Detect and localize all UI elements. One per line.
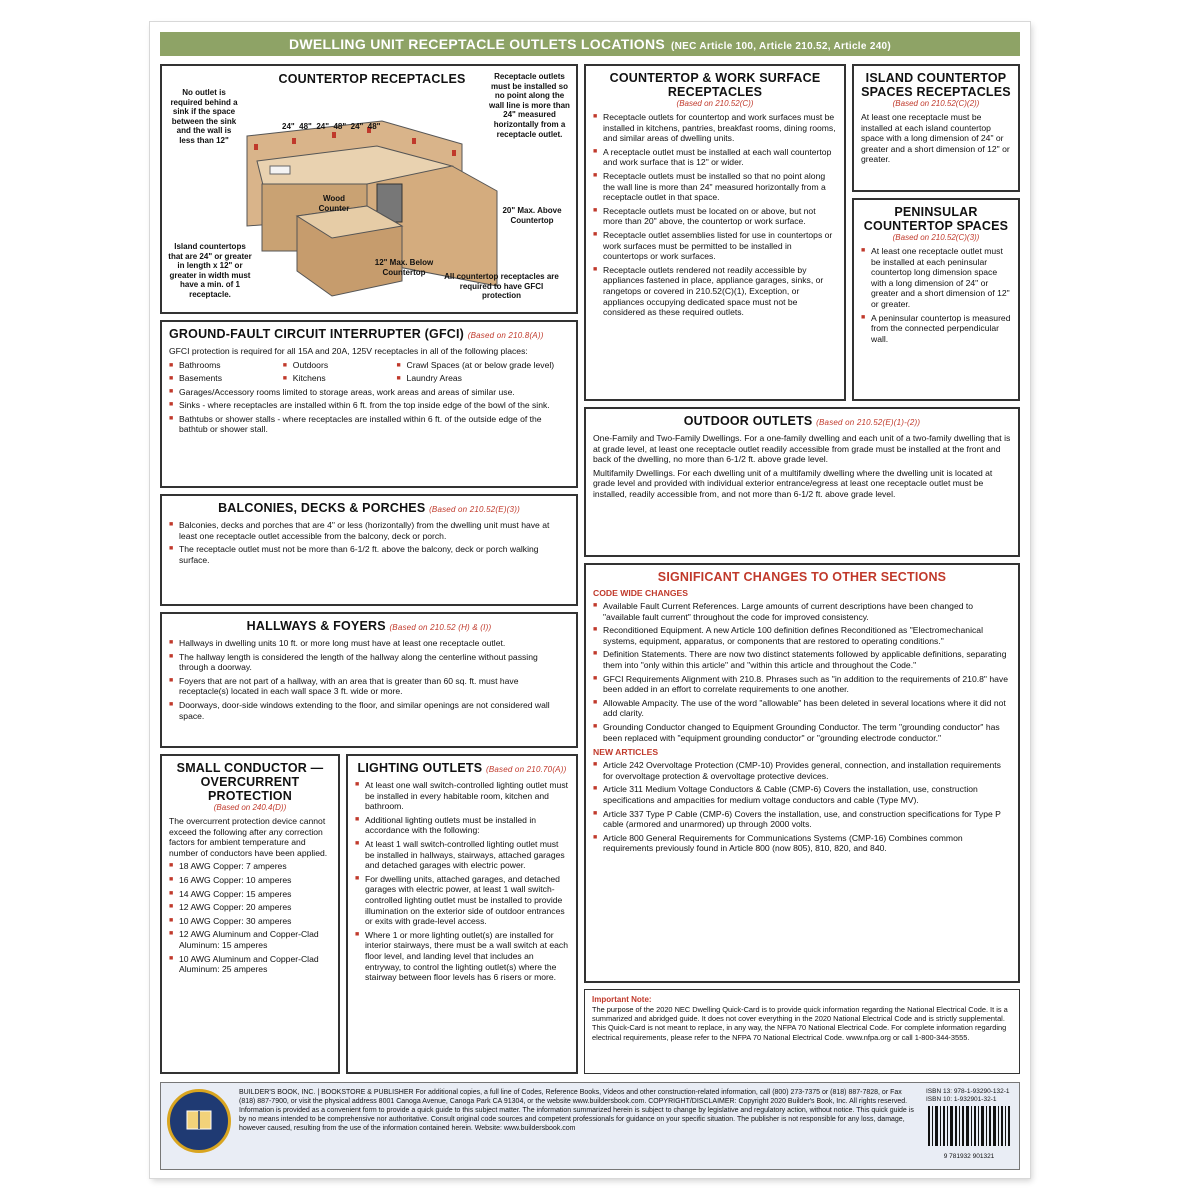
hallways-panel <box>160 612 578 748</box>
gfci-list <box>169 387 569 435</box>
list-item: ■ Allowable Ampacity. The use of the word "allowable" has been deleted in several locations where it did not add clarity. <box>593 698 1011 719</box>
isbn-13: ISBN 13: 978-1-93290-132-1 <box>926 1088 1010 1095</box>
list-item: ■ Hallways in dwelling units 10 ft. or more long must have at least one receptacle outlet. <box>169 638 569 649</box>
outdoor-title: OUTDOOR OUTLETS <box>683 414 813 428</box>
countertop-title: COUNTERTOP RECEPTACLES <box>278 72 466 86</box>
list-item: ■ Foyers that are not part of a hallway, with an area that is greater than 60 sq. ft. must have receptacle(s) located in each wall space 3 ft. wide or more. <box>169 676 569 697</box>
list-item: ■ Garages/Accessory rooms limited to storage areas, work areas and areas of similar use. <box>169 387 569 398</box>
peninsular-title: PENINSULAR COUNTERTOP SPACES <box>863 205 1009 233</box>
list-item: ■ 12 AWG Copper: 20 amperes <box>169 902 331 913</box>
list-item: ■ Receptacle outlets rendered not readily accessible by appliances fastened in place, appliance garages, sinks, or rangetops or covered in 210.52(C)(1), Exception, or appliances occupying dedicated space must not be considered as these required outlets. <box>593 265 837 318</box>
work-surface-panel <box>584 64 846 401</box>
list-item: ■ For dwelling units, attached garages, and detached garages with electric power, at least 1 wall switch-controlled lighting outlet must be installed to provide illumination on the exterior side of outdoor entrances or exits with grade-level access. <box>355 874 569 927</box>
list-item: ■ Balconies, decks and porches that are 4" or less (horizontally) from the dwelling unit must have at least one receptacle outlet accessible from the balcony, deck or porch. <box>169 520 569 541</box>
list-item: ■ Doorways, door-side windows extending to the floor, and similar openings are not considered wall space. <box>169 700 569 721</box>
list-item: ■ 12 AWG Aluminum and Copper-Clad Aluminum: 15 amperes <box>169 929 331 950</box>
island-panel <box>852 64 1020 192</box>
balconies-panel <box>160 494 578 606</box>
page-title: DWELLING UNIT RECEPTACLE OUTLETS LOCATIONS <box>288 36 666 52</box>
list-item: ■ 16 AWG Copper: 10 amperes <box>169 875 331 886</box>
list-item: ■ Article 337 Type P Cable (CMP-6) Covers the installation, use, and construction specifications for Type P cable (armored and unarmored) up through 2000 volts. <box>593 809 1011 830</box>
peninsular-ref: (Based on 210.52(C)(3)) <box>892 233 980 242</box>
list-item: ■ GFCI Requirements Alignment with 210.8. Phrases such as "in addition to the requirements of 210.8" have been added in an effort to correlate requirements to one another. <box>593 674 1011 695</box>
important-note-panel <box>584 989 1020 1074</box>
list-item: ■ Sinks - where receptacles are installed within 6 ft. from the top inside edge of the bowl of the sink. <box>169 400 569 411</box>
small-conductor-title: SMALL CONDUCTOR — OVERCURRENT PROTECTION <box>176 761 324 803</box>
publisher-logo <box>167 1089 231 1153</box>
island-note: Island countertops that are 24" or greater in length x 12" or greater in width must have a min. of 1 receptacle. <box>168 242 252 299</box>
footer <box>160 1082 1020 1170</box>
gfci-ref: (Based on 210.8(A)) <box>467 331 544 340</box>
list-item: ■ Receptacle outlets must be located on or above, but not more than 20" above, the countertop or work surface. <box>593 206 837 227</box>
outdoor-one-family: One-Family and Two-Family Dwellings. For a one-family dwelling and each unit of a two-family dwelling that is at grade level, at least one receptacle outlet readily accessible from grade must be installed at the front and back of the dwelling, no more than 6-1/2 ft. above grade level. <box>593 433 1011 465</box>
list-item: ■ Article 800 General Requirements for Communications Systems (CMP-16) Combines common requirements previously found in Article 800 (now 805), 810, 820, and 840. <box>593 833 1011 854</box>
list-item: ■ Article 242 Overvoltage Protection (CMP-10) Provides general, connection, and installation requirements for overvoltage protection & overvoltage protective devices. <box>593 760 1011 781</box>
list-item: ■ Receptacle outlets must be installed so that no point along the wall line is more than 24" measured horizontally from a receptacle outlet in that space. <box>593 171 837 203</box>
list-item: ■ 14 AWG Copper: 15 amperes <box>169 889 331 900</box>
outdoor-panel <box>584 407 1020 557</box>
receptacle-marker <box>452 150 456 156</box>
hallways-list <box>169 638 569 721</box>
new-articles-heading: NEW ARTICLES <box>593 747 659 758</box>
list-item: ■ Receptacle outlet assemblies listed for use in countertops or work surfaces must be permitted to be installed in countertops or work surfaces. <box>593 230 837 262</box>
list-item: ■ The hallway length is considered the length of the hallway along the centerline without passing through a doorway. <box>169 652 569 673</box>
gfci-panel <box>160 320 578 488</box>
barcode <box>926 1088 1012 1164</box>
list-item: ■ Laundry Areas <box>397 373 569 384</box>
receptacle-marker <box>412 138 416 144</box>
list-item: ■ Kitchens <box>283 373 391 384</box>
outdoor-ref: (Based on 210.52(E)(1)-(2)) <box>816 418 921 427</box>
countertop-receptacles-panel <box>160 64 578 314</box>
lighting-ref: (Based on 210.70(A)) <box>485 765 567 774</box>
code-wide-heading: CODE WIDE CHANGES <box>593 588 689 598</box>
important-note-text: The purpose of the 2020 NEC Dwelling Quick-Card is to provide quick information regarding the National Electrical Code. It is a summarized and abridged guide. It does not cover everything in the 2020 National Electrical Code and is strictly supplemental. This Quick-Card is not meant to replace, in any way, the NFPA 70 National Electrical Code. For complete information regarding electrical requirements, please refer to the NFPA 70 National Electrical Code. www.nfpa.org or call 1-800-344-3555. <box>592 1005 1008 1042</box>
receptacle-marker <box>292 138 296 144</box>
gfci-note: All countertop receptacles are required to have GFCI protection <box>444 272 559 301</box>
balconies-title: BALCONIES, DECKS & PORCHES <box>218 501 426 515</box>
changes-title: SIGNIFICANT CHANGES TO OTHER SECTIONS <box>657 570 947 584</box>
peninsular-panel <box>852 198 1020 401</box>
list-item: ■ A peninsular countertop is measured from the connected perpendicular wall. <box>861 313 1011 345</box>
list-item: ■ Article 311 Medium Voltage Conductors & Cable (CMP-6) Covers the installation, use, construction specifications and ampacities for medium voltage conductors and cable (Type MV). <box>593 784 1011 805</box>
isbn-10: ISBN 10: 1-932901-32-1 <box>926 1096 997 1103</box>
list-item: ■ Crawl Spaces (at or below grade level) <box>397 360 569 371</box>
sink <box>270 166 290 174</box>
list-item: ■ At least one receptacle outlet must be installed at each peninsular countertop long dimension space with a long dimension of 24" or greater and a short dimension of 12" or greater. <box>861 246 1011 310</box>
gfci-places <box>169 360 569 384</box>
max-below-note: 12" Max. Below Countertop <box>374 258 434 277</box>
island-text: At least one receptacle must be installed at each island countertop space with a long dimension of 24" or greater and a short dimension of 12" or greater. <box>861 112 1010 165</box>
small-conductor-list <box>169 861 331 974</box>
receptacle-marker <box>332 132 336 138</box>
island-title: ISLAND COUNTERTOP SPACES RECEPTACLES <box>861 71 1011 99</box>
lighting-title: LIGHTING OUTLETS <box>357 761 483 775</box>
sink-note: No outlet is required behind a sink if the space between the sink and the wall is less than 12" <box>170 88 238 145</box>
list-item: ■ A receptacle outlet must be installed at each wall countertop and work surface that is 12" or wider. <box>593 147 837 168</box>
significant-changes-panel <box>584 563 1020 983</box>
spacing-note: Receptacle outlets must be installed so no point along the wall line is more than 24" measured horizontally from a receptacle outlet. <box>489 72 570 139</box>
book-icon <box>170 1092 228 1150</box>
list-item: ■ Bathtubs or shower stalls - where receptacles are installed within 6 ft. of the outside edge of the bathtub or shower stall. <box>169 414 569 435</box>
small-conductor-ref: (Based on 240.4(D)) <box>213 803 287 812</box>
dimension-labels: 24" 48" 24" 48" 24" 48" <box>282 122 381 131</box>
balconies-ref: (Based on 210.52(E)(3)) <box>429 505 520 514</box>
small-conductor-intro: The overcurrent protection device cannot exceed the following after any correction factors for ambient temperature and number of conductors have been applied. <box>169 816 328 858</box>
work-surface-list <box>593 112 837 318</box>
balconies-list <box>169 520 569 565</box>
list-item: ■ Bathrooms <box>169 360 277 371</box>
hallways-title: HALLWAYS & FOYERS <box>246 619 386 633</box>
list-item: ■ At least one wall switch-controlled lighting outlet must be installed in every habitable room, kitchen and bathroom. <box>355 780 569 812</box>
work-surface-ref: (Based on 210.52(C)) <box>676 99 754 108</box>
list-item: ■ Where 1 or more lighting outlet(s) are installed for interior stairways, there must be a wall switch at each floor level, and landing level that includes an entryway, to control the lighting outlet(s) where the stairway between floor levels has 6 risers or more. <box>355 930 569 983</box>
important-note-title: Important Note: <box>592 995 652 1004</box>
list-item: ■ Basements <box>169 373 277 384</box>
small-conductor-panel <box>160 754 340 1074</box>
barcode-bars <box>926 1104 1012 1148</box>
list-item: ■ Receptacle outlets for countertop and work surfaces must be installed in kitchens, pantries, breakfast rooms, dining rooms, and similar areas of dwelling units. <box>593 112 837 144</box>
list-item: ■ 10 AWG Copper: 30 amperes <box>169 916 331 927</box>
list-item: ■ At least 1 wall switch-controlled lighting outlet must be installed in hallways, stairways, attached garages and detached garages with electric power. <box>355 839 569 871</box>
barcode-digits: 9 781932 901321 <box>943 1153 995 1160</box>
list-item: ■ Additional lighting outlets must be installed in accordance with the following: <box>355 815 569 836</box>
list-item: ■ 18 AWG Copper: 7 amperes <box>169 861 331 872</box>
quick-card-sheet <box>150 22 1030 1178</box>
list-item: ■ Definition Statements. There are now two distinct statements followed by applicable definitions, separating them into "only within this article" and "within this article and throughout the Code." <box>593 649 1011 670</box>
page-subtitle: (NEC Article 100, Article 210.52, Article 240) <box>671 41 892 52</box>
new-articles-list <box>593 760 1011 854</box>
receptacle-marker <box>254 144 258 150</box>
code-wide-list <box>593 601 1011 743</box>
list-item: ■ Outdoors <box>283 360 391 371</box>
list-item: ■ 10 AWG Aluminum and Copper-Clad Aluminum: 25 amperes <box>169 954 331 975</box>
island-ref: (Based on 210.52(C)(2)) <box>892 99 980 108</box>
list-item: ■ Available Fault Current References. Large amounts of current descriptions have been changed to "available fault current" throughout the code for improved consistency. <box>593 601 1011 622</box>
list-item: ■ Grounding Conductor changed to Equipment Grounding Conductor. The term "grounding conductor" has been replaced with "equipment grounding conductor" or "grounding electrode conductor." <box>593 722 1011 743</box>
page-title-banner <box>160 32 1020 56</box>
hallways-ref: (Based on 210.52 (H) & (I)) <box>389 623 492 632</box>
gfci-title: GROUND-FAULT CIRCUIT INTERRUPTER (GFCI) <box>169 327 465 341</box>
list-item: ■ Reconditioned Equipment. A new Article 100 definition defines Reconditioned as "Electromechanical systems, equipment, apparatus, or components that are restored to operating conditions." <box>593 625 1011 646</box>
list-item: ■ The receptacle outlet must not be more than 6-1/2 ft. above the balcony, deck or porch walking surface. <box>169 544 569 565</box>
wood-counter-label: Wood Counter <box>318 194 350 213</box>
work-surface-title: COUNTERTOP & WORK SURFACE RECEPTACLES <box>609 71 821 99</box>
max-above-note: 20" Max. Above Countertop <box>502 206 562 225</box>
lighting-list <box>355 780 569 983</box>
outdoor-multifamily: Multifamily Dwellings. For each dwelling unit of a multifamily dwelling where the dwelling unit is located at grade level and provided with individual exterior entrance/egress at least one receptacle outlet must be installed, readily accessible from, and not more than 6-1/2 ft. above grade level. <box>593 467 993 499</box>
gfci-intro: GFCI protection is required for all 15A and 20A, 125V receptacles in all of the following places: <box>169 346 528 356</box>
peninsular-list <box>861 246 1011 344</box>
lighting-panel <box>346 754 578 1074</box>
footer-copyright-text: BUILDER'S BOOK, INC. | BOOKSTORE & PUBLISHER For additional copies, a full line of Codes, Reference Books, Videos and other construction-related information, call (800) 273-7375 or (818) 887-7828, or Fax (818) 887-7900, or visit the physical address 8001 Canoga Avenue, Canoga Park CA 91304, or the website www.buildersbook.com. COPYRIGHT/DISCLAIMER: Copyright 2020 Builder's Book, Inc. All rights reserved. Information is provided as a convenient form to provide a quick guide to this subject matter. The information summarized herein is subject to change by legislative and regulatory action, without notice. This quick guide is by no means intended to be comprehensive nor authoritative. Consult original code sources and competent professionals for guidance on your specific situation. The publisher is not responsible for any loss, damage, however caused, resulting from the use of the information contained herein. Website: www.buildersbook.com <box>239 1089 914 1133</box>
